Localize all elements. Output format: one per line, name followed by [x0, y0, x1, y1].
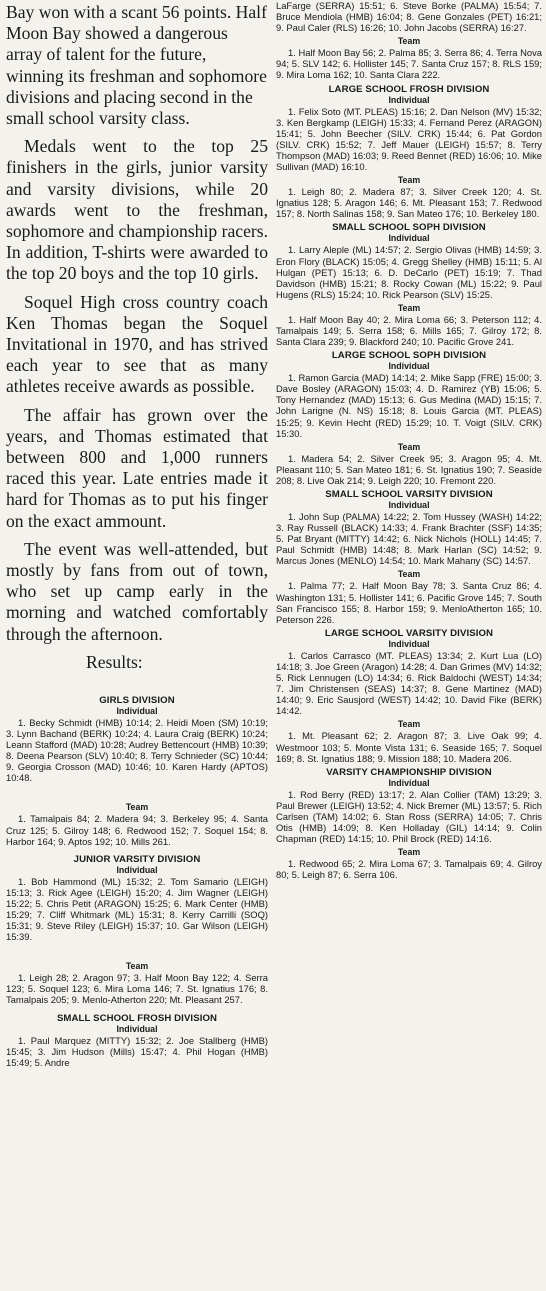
division-title: SMALL SCHOOL VARSITY DIVISION — [325, 489, 493, 500]
division-title: SMALL SCHOOL SOPH DIVISION — [332, 222, 486, 234]
individual-heading: Individual — [388, 777, 430, 788]
team-results: 1. Madera 54; 2. Silver Creek 95; 3. Aragon 95; 4. Mt. Pleasant 110; 5. San Mateo 181; 6. St. Ignatius 190; 7. Seaside 208; 8. Live Oak 214; 9. Leigh 220; 10. Fremont 220. — [276, 452, 542, 486]
individual-results: 1. Bob Hammond (ML) 15:32; 2. Tom Samario (LEIGH) 15:13; 3. Rick Agee (LEIGH) 15:20; 4. Jim Wagner (LEIGH) 15:22; 5. Chris Petit (ARAGON) 15:25; 6. Mark Center (HMB) 15:29; 7. Cliff Whitmark (ML) 15:31; 8. Kerry Carrilli (SOQ) 15:31; 9. Steve Riley (LEIGH) 15:37; 10. Gar Wilson (LEIGH) 15:39. — [6, 875, 268, 943]
individual-results: 1. Carlos Carrasco (MT. PLEAS) 13:34; 2. Kurt Lua (LO) 14:18; 3. Joe Green (Aragon) 14:28; 4. Dan Grimes (MV) 14:32; 5. Rick Lennugen (LO) 14:34; 6. Rick Baldochi (WEST) 14:34; 7. Jim Christensen (SEAS) 14:37; 8. Gene Martinez (MAD) 14:40; 9. Eric Sausjord (WEST) 14:42; 10. David Fike (BERK) 14:42. — [276, 649, 542, 717]
article-paragraph: Medals went to the top 25 finishers in the girls, junior varsity and varsity divisions, while 20 awards went to the freshman, sophomore and championship racers. In addition, T-shirts were awarded to the top 20 boys and the top 10 girls. — [6, 136, 268, 284]
individual-heading: Individual — [116, 1023, 158, 1034]
individual-heading: Individual — [388, 361, 430, 372]
results-section — [6, 695, 268, 847]
division-title: GIRLS DIVISION — [99, 694, 175, 706]
team-heading: Team — [397, 569, 421, 580]
team-results: 1. Half Moon Bay 40; 2. Mira Loma 66; 3. Peterson 112; 4. Tamalpais 149; 5. Serra 158; 6. Mills 165; 7. Gilroy 172; 8. Santa Clara 239; 9. Blackford 240; 10. Pacific Grove 241. — [276, 313, 542, 348]
team-heading: Team — [397, 719, 421, 730]
article-paragraph: The affair has grown over the years, and Thomas estimated that between 800 and 1,000 runners raced this year. Late entries made it hard for Thomas as to put his finger on the exact ammount. — [6, 404, 268, 531]
division-title: VARSITY CHAMPIONSHIP DIVISION — [326, 766, 492, 778]
division-title: SMALL SCHOOL FROSH DIVISION — [56, 1012, 218, 1024]
results-section — [276, 222, 542, 347]
individual-results: 1. Becky Schmidt (HMB) 10:14; 2. Heidi Moen (SM) 10:19; 3. Lynn Bachand (BERK) 10:24; 4. Laura Craig (BERK) 10:24; Leann Stafford (MAD) 10:28; Audrey Bettencourt (HMB) 10:39; 8. Deena Pearson (SLV) 10:40; 8. Terry Schnieder (SC) 10:44; 9. Georgia Crosson (MAD) 10:46; 10. Karen Hardy (APTOS) 10:48. — [6, 716, 268, 784]
individual-results: LaFarge (SERRA) 15:51; 6. Steve Borke (PALMA) 15:54; 7. Bruce Mendiola (HMB) 16:04; 8. Gene Gonzales (PET) 16:21; 9. Paul Caler (RLS) 16:26; 10. John Jacobs (SERRA) 16:27. — [276, 0, 542, 34]
division-title: LARGE SCHOOL FROSH DIVISION — [328, 83, 490, 95]
team-results: 1. Half Moon Bay 56; 2. Palma 85; 3. Serra 86; 4. Terra Nova 94; 5. SLV 142; 6. Hollister 145; 7. Santa Cruz 157; 8. RLS 159; 9. Mira Loma 162; 10. Santa Clara 222. — [276, 47, 542, 81]
team-heading: Team — [125, 961, 149, 972]
team-heading: Team — [397, 441, 421, 452]
results-column — [276, 0, 542, 883]
results-section — [6, 1013, 268, 1068]
results-section — [276, 628, 542, 764]
individual-results: 1. Ramon Garcia (MAD) 14:14; 2. Mike Sapp (FRE) 15:00; 3. Dave Bosley (ARAGON) 15:03; 4. D. Ramirez (YB) 15:06; 5. Tony Hernandez (MAD) 15:13; 6. Gus Medina (MAD) 15:15; 7. John Larigne (N. NS) 15:18; 8. Louis Garcia (MT. PLEAS) 15:25; 9. Kevin Hecht (RED) 15:29; 10. T. Voigt (SILV. CRK) 15:30. — [276, 372, 542, 439]
article-paragraph: The event was well-attended, but mostly by fans from out of town, who set up camp early in the morning and watched comfortably through the afternoon. — [6, 538, 268, 644]
results-section — [276, 84, 542, 220]
individual-heading: Individual — [388, 94, 430, 105]
team-heading: Team — [397, 302, 421, 313]
article-column — [6, 2, 268, 1071]
individual-results: 1. Felix Soto (MT. PLEAS) 15:16; 2. Dan Nelson (MV) 15:32; 3. Ken Bergkamp (LEIGH) 15:33; 4. Fernand Perez (ARAGON) 15:41; 5. John Beecher (SILV. CRK) 15:44; 6. Pat Gordon (SILV. CRK) 15:52; 7. Jeff Mauer (LEIGH) 15:57; 8. Terry Thompson (MAD) 16:03; 9. Reed Bennet (RED) 16:06; 10. Mike Sullivan (MAD) 16:10. — [276, 105, 542, 173]
individual-results: 1. Larry Aleple (ML) 14:57; 2. Sergio Olivas (HMB) 14:59; 3. Eron Flory (BLACK) 15:05; 4. Gregg Shelley (HMB) 15:11; 5. Al Hulgan (PET) 15:13; 6. D. DeCarlo (PET) 15:19; 7. Thad Davidson (HMB) 15:21; 8. Rocky Cowan (ML) 15:22; 9. Paul Hugens (RLS) 15:24; 10. Rick Pearson (SLV) 15:25. — [276, 244, 542, 300]
individual-heading: Individual — [388, 500, 430, 510]
results-section — [6, 854, 268, 1006]
article-paragraph: Soquel High cross country coach Ken Thomas began the Soquel Invitational in 1970, and has strived each year to see that as many athletes receive awards as possible. — [6, 291, 268, 397]
results-label: Results: — [86, 651, 143, 672]
team-heading: Team — [125, 802, 149, 813]
individual-results: 1. John Sup (PALMA) 14:22; 2. Tom Hussey (WASH) 14:22; 3. Ray Russell (BLACK) 14:33; 4. Frank Brachter (SSF) 14:35; 5. Pat Bryant (MITTY) 14:42; 6. Nick Nichols (HOLL) 14:45; 7. Paul Schmidt (HMB) 14:48; 8. Mark Harlan (SC) 14:52; 9. Marcus Jones (MENLO) 14:54; 10. Mark Mahany (SC) 14:57. — [276, 511, 542, 567]
individual-results: 1. Paul Marquez (MITTY) 15:32; 2. Joe Stallberg (HMB) 15:45; 3. Jim Hudson (Mills) 15:47; 4. Phil Hogan (HMB) 15:49; 5. Andre — [6, 1034, 268, 1068]
team-results: 1. Mt. Pleasant 62; 2. Aragon 87; 3. Live Oak 99; 4. Westmoor 103; 5. Monte Vista 131; 6. Seaside 165; 7. Soquel 169; 8. St. Ignatius 188; 9. Mission 188; 10. Madera 206. — [276, 730, 542, 764]
division-title: LARGE SCHOOL SOPH DIVISION — [331, 350, 487, 362]
results-section — [276, 350, 542, 486]
results-section — [276, 767, 542, 881]
team-results: 1. Palma 77; 2. Half Moon Bay 78; 3. Santa Cruz 86; 4. Washington 131; 5. Hollister 141; 6. Pacific Grove 145; 7. South San Francisco 155; 8. Harbor 159; 9. MenloAtherton 165; 10. Peterson 226. — [276, 580, 542, 625]
team-results: 1. Redwood 65; 2. Mira Loma 67; 3. Tamalpais 69; 4. Gilroy 80; 5. Leigh 87; 6. Serra 106. — [276, 858, 542, 881]
individual-results: 1. Rod Berry (RED) 13:17; 2. Alan Collier (TAM) 13:29; 3. Paul Brewer (LEIGH) 13:52; 4. Nick Bremer (ML) 13:57; 5. Rich Carlsen (TAM) 14:02; 6. Stan Ross (SERRA) 14:05; 7. Chris Otis (HMB) 14:09; 8. Ken Holladay (GIL) 14:14; 9. Colin Chapman (RED) 14:15; 10. Phil Brock (RED) 14:16. — [276, 788, 542, 845]
individual-heading: Individual — [116, 705, 158, 716]
division-title: JUNIOR VARSITY DIVISION — [73, 853, 201, 865]
team-results: 1. Tamalpais 84; 2. Madera 94; 3. Berkeley 95; 4. Santa Cruz 125; 5. Gilroy 148; 6. Redwood 152; 7. Soquel 154; 8. Harbor 164; 9. Aptos 192; 10. Mills 261. — [6, 813, 268, 847]
individual-heading: Individual — [388, 638, 430, 649]
team-results: 1. Leigh 28; 2. Aragon 97; 3. Half Moon Bay 122; 4. Serra 123; 5. Soquel 123; 6. Mira Loma 146; 7. St. Ignatius 176; 8. Tamalpais 205; 9. Menlo-Atherton 220; Mt. Pleasant 257. — [6, 972, 268, 1006]
team-results: 1. Leigh 80; 2. Madera 87; 3. Silver Creek 120; 4. St. Ignatius 128; 5. Aragon 146; 6. Mt. Pleasant 153; 7. Redwood 157; 8. North Salinas 158; 9. San Mateo 176; 10. Berkeley 180. — [276, 186, 542, 220]
division-title: LARGE SCHOOL VARSITY DIVISION — [324, 627, 494, 639]
team-heading: Team — [397, 175, 421, 186]
individual-heading: Individual — [388, 233, 430, 244]
results-section — [276, 0, 542, 81]
article-paragraph: Bay won with a scant 56 points. Half Moon Bay showed a dangerous array of talent for the future, winning its freshman and sophomore divisions and placing second in the small school varsity class. — [6, 2, 267, 129]
individual-heading: Individual — [116, 864, 158, 875]
results-section — [276, 489, 542, 625]
team-heading: Team — [397, 847, 421, 858]
team-heading: Team — [397, 36, 421, 47]
